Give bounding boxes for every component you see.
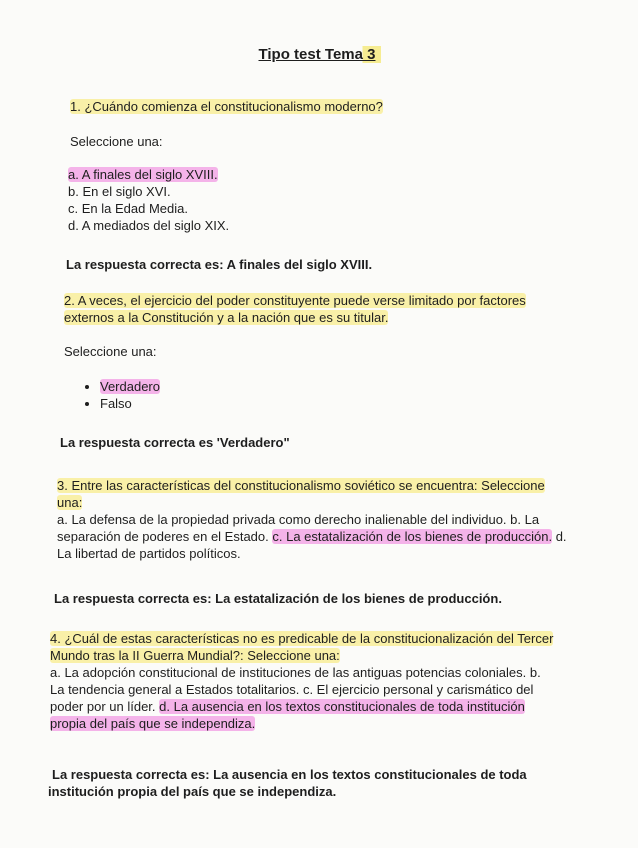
option-d: d. A mediados del siglo XIX. [68, 218, 230, 233]
question-4-line1: 4. ¿Cuál de estas características no es predicable de la constitucionalización del Tercer [50, 631, 554, 646]
question-3 [57, 477, 617, 562]
option-falso: Falso [100, 396, 132, 411]
question-4-line2: Mundo tras la II Guerra Mundial?: Seleccione una: [50, 648, 340, 663]
title-text: Tipo test Tema 3 [257, 46, 382, 63]
question-3-options-line2a: separación de poderes en el Estado. [57, 529, 269, 544]
question-4-options-line2: La tendencia general a Estados totalitarios. c. El ejercicio personal y carismático del [50, 682, 534, 697]
question-2-line2: externos a la Constitución y a la nación que es su titular. [64, 310, 389, 325]
question-3-line1: 3. Entre las características del constitucionalismo soviético se encuentra: Seleccione [57, 478, 545, 493]
question-3-answer: La respuesta correcta es: La estatalización de los bienes de producción. [54, 591, 502, 606]
question-4-answer-line2: institución propia del país que se independiza. [48, 784, 337, 799]
question-1-text: 1. ¿Cuándo comienza el constitucionalismo moderno? [70, 99, 383, 114]
question-4-answer-line1: La respuesta correcta es: La ausencia en los textos constitucionales de toda [52, 767, 527, 782]
question-2 [64, 292, 526, 326]
question-2-answer: La respuesta correcta es 'Verdadero" [60, 435, 290, 450]
option-c: c. En la Edad Media. [68, 201, 188, 216]
question-4-answer [48, 766, 618, 800]
option-d-correct: d. La ausencia en los textos constitucionales de toda institución [159, 699, 525, 714]
option-a-correct: a. A finales del siglo XVIII. [68, 167, 218, 182]
question-1-prompt: Seleccione una: [70, 134, 163, 149]
question-2-prompt: Seleccione una: [64, 344, 157, 359]
question-3-options-line2b: d. [555, 529, 567, 544]
question-3-line2: una: [57, 495, 83, 510]
question-4-options-line1: a. La adopción constitucional de instituciones de las antiguas potencias coloniales. b. [50, 665, 541, 680]
question-4-options-line3a: poder por un líder. [50, 699, 156, 714]
option-c-correct: c. La estatalización de los bienes de producción. [272, 529, 553, 544]
question-4 [50, 630, 620, 732]
question-3-options-line1: a. La defensa de la propiedad privada como derecho inalienable del individuo. b. La [57, 512, 540, 527]
page-title [0, 46, 638, 63]
question-3-options-line3: La libertad de partidos políticos. [57, 546, 241, 561]
question-2-options [62, 378, 160, 412]
option-verdadero-correct: Verdadero [100, 379, 160, 394]
option-b: b. En el siglo XVI. [68, 184, 171, 199]
option-d-correct-cont: propia del país que se independiza. [50, 716, 256, 731]
question-1-options [68, 166, 229, 234]
question-2-line1: 2. A veces, el ejercicio del poder constituyente puede verse limitado por factores [64, 293, 526, 308]
question-1-answer: La respuesta correcta es: A finales del siglo XVIII. [66, 257, 373, 272]
question-1 [70, 98, 383, 115]
